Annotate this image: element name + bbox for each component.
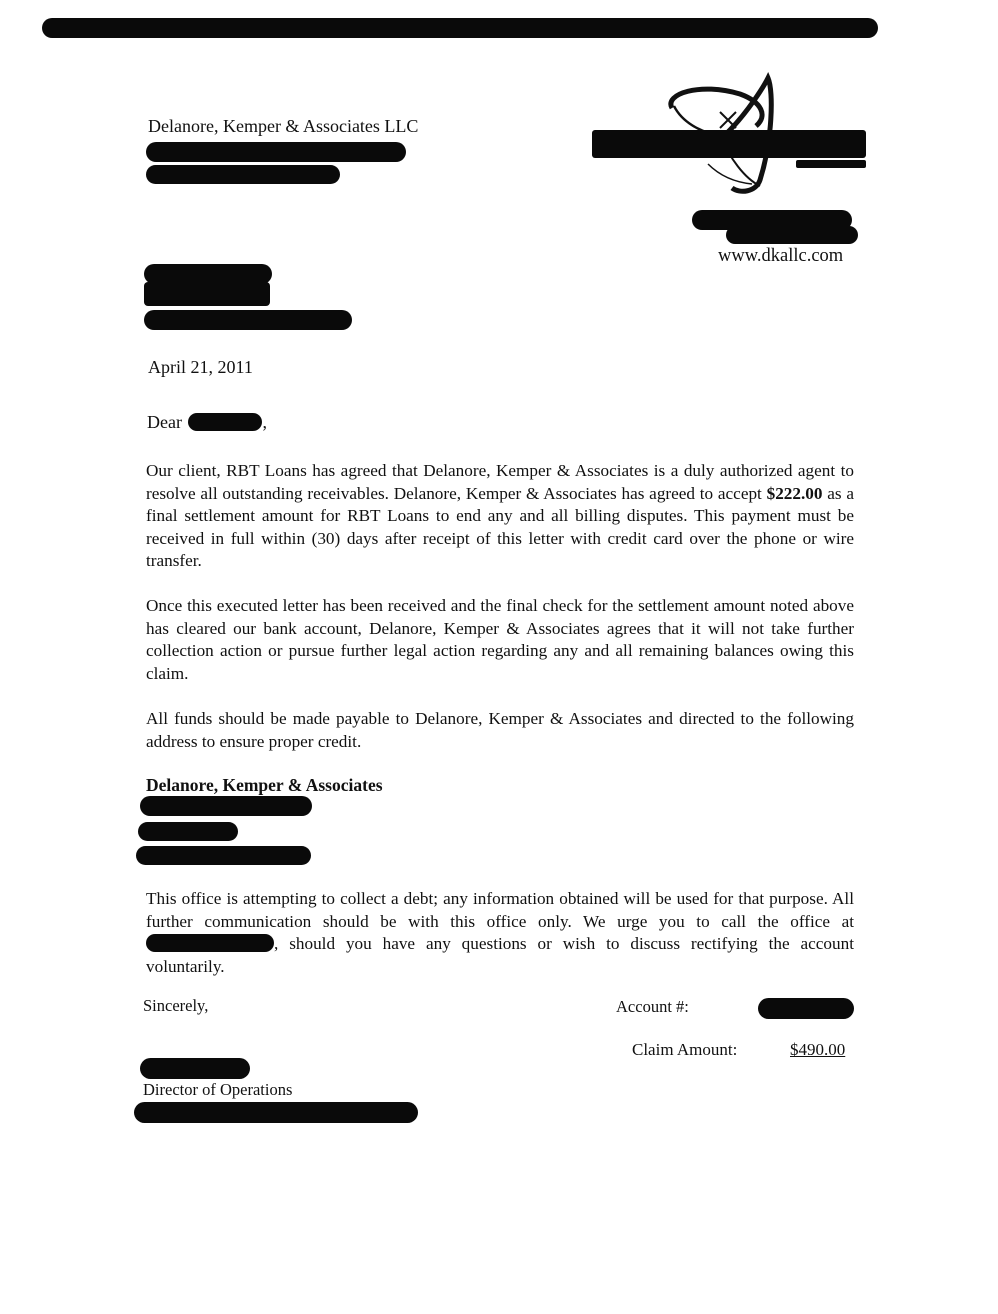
redaction-account-number — [758, 998, 854, 1019]
payment-instructions-paragraph: All funds should be made payable to Delanore, Kemper & Associates and directed to the following address to ensure proper credit. — [146, 709, 854, 751]
redaction-office-phone — [146, 934, 274, 952]
payee-name: Delanore, Kemper & Associates — [146, 775, 383, 795]
sender-company-name: Delanore, Kemper & Associates LLC — [148, 116, 419, 136]
redaction-recipient-name — [144, 264, 272, 284]
debt-notice-text-start: This office is attempting to collect a debt; any information obtained will be used for that purpose. All further communication should be with this office only. We urge you to call the office at — [146, 889, 854, 931]
release-terms-paragraph: Once this executed letter has been received and the final check for the settlement amount noted above has cleared our bank account, Delanore, Kemper & Associates agrees that it will not take further collection action or pursue further legal action regarding any and all remaining balances owing this claim. — [146, 596, 854, 683]
redaction-payee-address-2 — [138, 822, 238, 841]
settlement-offer-text-start: Our client, RBT Loans has agreed that Delanore, Kemper & Associates is a duly authorized agent to resolve all outstanding receivables. Delanore, Kemper & Associates has agreed to accept — [146, 461, 854, 503]
redaction-logo-tagline — [796, 160, 866, 168]
salutation-prefix: Dear — [147, 412, 182, 432]
signer-title: Director of Operations — [143, 1080, 293, 1099]
salutation — [147, 412, 267, 433]
company-website: www.dkallc.com — [718, 246, 844, 266]
redaction-recipient-first-name — [188, 413, 262, 431]
closing-sincerely: Sincerely, — [143, 996, 209, 1015]
account-number-label: Account #: — [616, 997, 689, 1016]
redaction-payee-address-1 — [140, 796, 312, 816]
redaction-sender-address-1 — [146, 142, 406, 162]
letter-date: April 21, 2011 — [148, 357, 253, 377]
claim-amount-value: $490.00 — [790, 1040, 846, 1059]
debt-notice-text-end: , should you have any questions or wish to discuss rectifying the account voluntarily. — [146, 934, 854, 976]
redaction-signature-name — [140, 1058, 250, 1079]
redaction-recipient-address-1 — [144, 282, 270, 306]
settlement-offer-text-end: as a final settlement amount for RBT Loans to end any and all billing disputes. This payment must be received in full within (30) days after receipt of this letter with credit card over the phone or wire transfer. — [146, 483, 854, 571]
redaction-sender-address-2 — [146, 165, 340, 184]
redaction-logo-name — [592, 130, 866, 158]
debt-collection-notice-paragraph — [146, 888, 854, 978]
settlement-amount: $222.00 — [766, 483, 823, 503]
redaction-top-bar — [42, 18, 878, 38]
redaction-recipient-address-2 — [144, 310, 352, 330]
salutation-suffix: , — [262, 412, 267, 432]
redaction-signer-contact — [134, 1102, 418, 1123]
redaction-payee-address-3 — [136, 846, 311, 865]
redaction-sender-fax — [726, 226, 858, 244]
claim-amount-label: Claim Amount: — [632, 1040, 738, 1059]
settlement-offer-paragraph — [146, 460, 854, 573]
